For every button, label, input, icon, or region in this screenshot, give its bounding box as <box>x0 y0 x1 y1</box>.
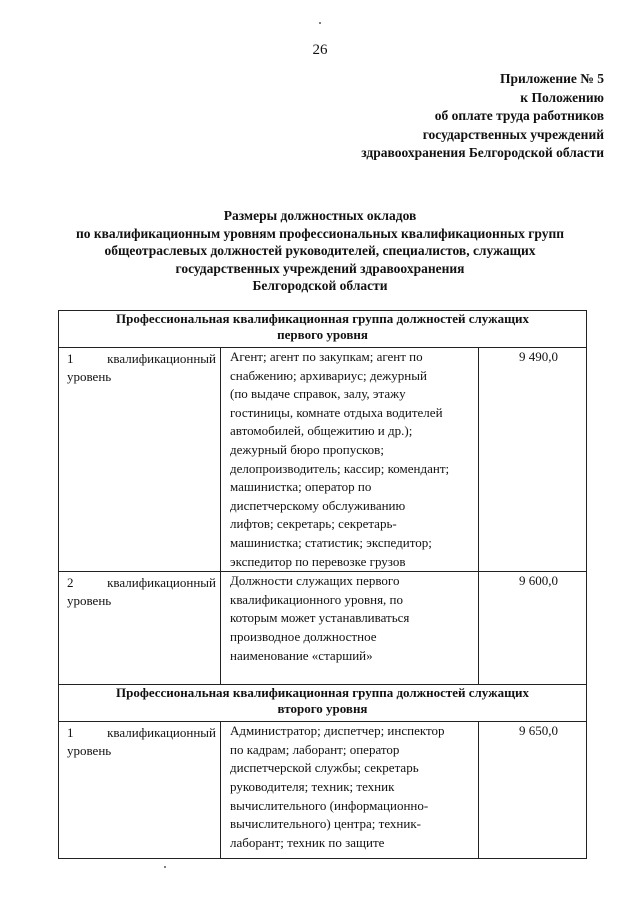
position-line: Администратор; диспетчер; инспектор <box>230 723 445 739</box>
group-title-line: Профессиональная квалификационная группа должностей служащих <box>116 311 530 326</box>
position-line: вычислительного (информационно- <box>230 797 429 813</box>
position-line: диспетчерской службы; секретарь <box>230 760 419 776</box>
level-tail: уровень <box>67 593 112 609</box>
position-line: наименование «старший» <box>230 647 373 663</box>
level-word: квалификационный <box>107 575 216 591</box>
level-word: квалификационный <box>107 725 216 741</box>
appendix-line: об оплате труда работников <box>434 108 604 123</box>
positions-cell <box>221 722 479 859</box>
table-row <box>59 572 587 685</box>
title-line: Размеры должностных окладов <box>223 208 417 223</box>
position-line: квалификационного уровня, по <box>230 591 403 607</box>
salary-table <box>58 310 587 859</box>
positions-cell <box>221 572 479 685</box>
title-line: по квалификационным уровням профессиональных квалификационных групп <box>75 225 565 241</box>
appendix-line: государственных учреждений <box>422 126 604 142</box>
level-word: квалификационный <box>107 351 216 366</box>
title-line: Белгородской области <box>252 278 388 293</box>
appendix-line: к Положению <box>520 89 604 105</box>
level-tail: уровень <box>67 369 112 384</box>
positions-cell <box>221 348 479 572</box>
position-line: вычислительного) центра; техник- <box>230 816 421 832</box>
salary-cell: 9 490,0 <box>479 348 587 572</box>
title-line: общеотраслевых должностей руководителей, специалистов, служащих <box>104 243 536 258</box>
position-line: гостиницы, комнате отдыха водителей <box>230 404 443 420</box>
level-cell <box>59 722 221 859</box>
position-line: Агент; агент по закупкам; агент по <box>230 349 423 364</box>
scan-speck <box>164 866 166 868</box>
position-line: лифтов; секретарь; секретарь- <box>230 516 397 532</box>
level-cell <box>59 348 221 572</box>
document-title <box>40 207 600 295</box>
position-line: Должности служащих первого <box>230 573 400 589</box>
position-line: машинистка; оператор по <box>230 479 372 495</box>
appendix-line: Приложение № 5 <box>500 71 604 86</box>
table-row <box>59 722 587 859</box>
level-tail: уровень <box>67 743 112 759</box>
position-line: производное должностное <box>230 628 377 644</box>
page-number: 26 <box>312 42 328 58</box>
position-line: делопроизводитель; кассир; комендант; <box>230 460 450 476</box>
group-header <box>59 685 587 722</box>
salary-cell: 9 650,0 <box>479 722 587 859</box>
level-number: 1 <box>67 351 74 366</box>
position-line: руководителя; техник; техник <box>230 778 395 794</box>
table-row <box>59 348 587 572</box>
group-header-row <box>59 685 587 722</box>
position-line: экспедитор по перевозке грузов <box>230 553 406 569</box>
position-line: по кадрам; лаборант; оператор <box>230 741 400 757</box>
salary-cell: 9 600,0 <box>479 572 587 685</box>
position-line: диспетчерскому обслуживанию <box>230 497 406 513</box>
appendix-line: здравоохранения Белгородской области <box>361 145 604 160</box>
scan-speck <box>319 22 321 24</box>
appendix-header <box>274 70 604 163</box>
position-line: (по выдаче справок, залу, этажу <box>230 386 406 402</box>
title-line: государственных учреждений здравоохранения <box>175 260 465 276</box>
position-line: лаборант; техник по защите <box>230 834 385 850</box>
position-line: машинистка; статистик; экспедитор; <box>230 534 432 550</box>
level-number: 1 <box>67 725 74 741</box>
position-line: автомобилей, общежитию и др.); <box>230 423 413 439</box>
group-title-line: второго уровня <box>277 701 368 717</box>
level-cell <box>59 572 221 685</box>
group-header-row <box>59 311 587 348</box>
position-line: которым может устанавливаться <box>230 610 410 626</box>
level-number: 2 <box>67 575 74 591</box>
group-title-line: Профессиональная квалификационная группа должностей служащих <box>116 685 530 701</box>
position-line: дежурный бюро пропусков; <box>230 441 384 457</box>
group-header <box>59 311 587 348</box>
position-line: снабжению; архивариус; дежурный <box>230 367 427 383</box>
group-title-line: первого уровня <box>277 327 368 342</box>
